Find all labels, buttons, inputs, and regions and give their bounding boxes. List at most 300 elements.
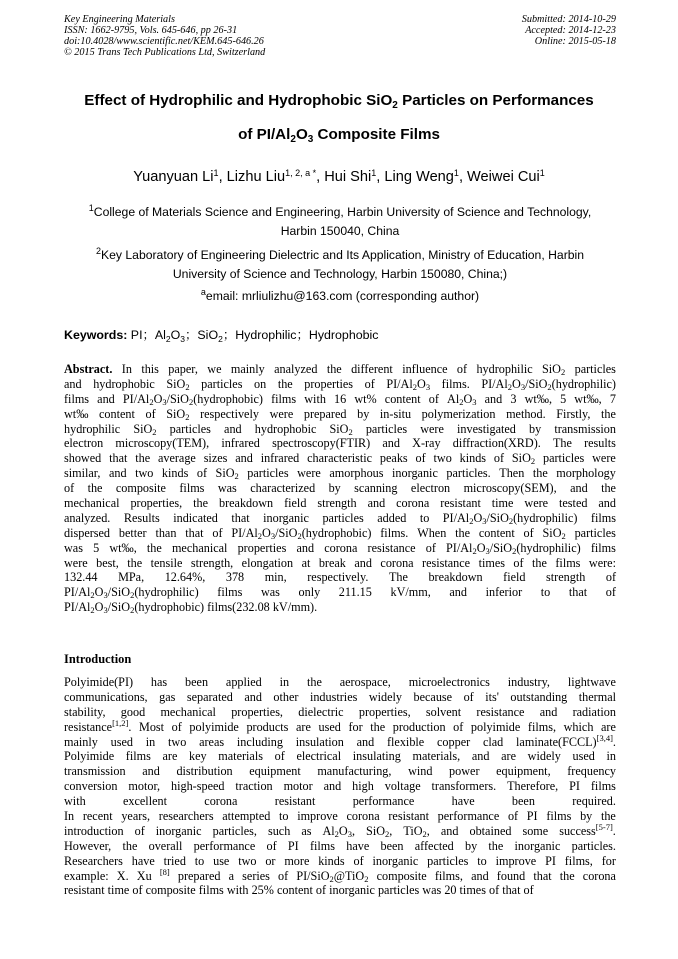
word: (hydrophilic)	[513, 510, 578, 525]
word: /SiO	[107, 585, 131, 600]
word-group	[324, 541, 357, 556]
word-group	[166, 407, 189, 422]
word: flexible	[386, 734, 425, 749]
word: performance	[352, 794, 415, 809]
word: including	[236, 734, 283, 749]
word: required.	[572, 794, 616, 809]
subscript: 3	[347, 828, 352, 839]
word: the	[146, 540, 162, 555]
subscript: 2	[547, 381, 552, 392]
word: better	[118, 525, 147, 540]
word-group	[506, 407, 546, 422]
word: PI	[526, 809, 538, 824]
author-affiliation-marker: 1	[539, 168, 545, 178]
word-group	[242, 556, 293, 571]
word: of	[507, 809, 519, 824]
word: stability,	[64, 704, 106, 719]
word-group	[327, 362, 342, 377]
word: mechanical	[64, 496, 120, 511]
word-group	[273, 600, 317, 615]
word-group	[172, 541, 228, 556]
word: SiO	[133, 421, 153, 436]
word: @TiO	[333, 868, 365, 883]
word-group	[64, 717, 132, 735]
title-subscript: 2	[392, 100, 398, 111]
text-line	[64, 839, 616, 854]
word: kinds	[318, 853, 345, 868]
word: wt‰,	[109, 540, 137, 555]
word: and	[471, 749, 490, 764]
word: a	[228, 868, 235, 883]
word: by	[529, 421, 542, 436]
word-group	[64, 854, 123, 869]
affiliation-text: Key Laboratory of Engineering Dielectric and Its Application, Ministry of Education, Harbin	[101, 248, 585, 262]
text-line	[64, 496, 616, 511]
word: O	[512, 376, 521, 391]
word: and	[440, 823, 459, 838]
word: respectively.	[307, 570, 369, 585]
word: thermal	[578, 689, 616, 704]
word-group	[231, 511, 249, 526]
word: radiation	[572, 704, 616, 719]
word: particles	[427, 853, 469, 868]
word-group	[564, 720, 594, 735]
keywords	[64, 325, 378, 343]
word-group	[64, 422, 120, 437]
word-group	[64, 839, 111, 854]
word-group	[288, 839, 299, 854]
word-group	[204, 794, 237, 809]
word-group	[485, 690, 499, 705]
word-group	[64, 690, 148, 705]
word-group	[340, 675, 391, 690]
text-line	[64, 883, 616, 898]
word-group	[329, 422, 352, 437]
word-group	[515, 839, 561, 854]
text-line	[64, 764, 616, 779]
word: wt‰	[64, 406, 89, 421]
word: to	[194, 853, 205, 868]
word-group	[380, 407, 411, 422]
word-group	[284, 496, 306, 511]
word-group	[119, 526, 147, 541]
word: transformers.	[431, 779, 497, 794]
word: its'	[485, 689, 499, 704]
word: in-situ	[379, 406, 412, 421]
subscript: 2	[185, 381, 190, 392]
word: of	[493, 451, 505, 466]
word: of	[171, 719, 182, 734]
word: ,	[426, 823, 430, 838]
word-group	[199, 735, 224, 750]
word-group	[147, 541, 162, 556]
word: high	[352, 779, 374, 794]
word: the	[600, 809, 616, 824]
word: key	[189, 749, 207, 764]
word-group	[422, 556, 470, 571]
word-group	[443, 511, 578, 526]
word: corona	[582, 868, 616, 883]
word: However,	[64, 838, 112, 853]
word: of	[456, 362, 468, 376]
word-group	[108, 883, 133, 898]
word: 5	[93, 540, 100, 555]
word: in	[145, 734, 156, 749]
word: films	[271, 391, 297, 406]
word: time	[491, 496, 514, 511]
word-group	[541, 585, 550, 600]
word: (hydrophobic)	[193, 391, 263, 406]
word: introduction	[64, 823, 124, 838]
word: times	[478, 555, 505, 570]
word-group	[235, 779, 272, 794]
word-group	[598, 496, 616, 511]
word: PI/SiO	[296, 868, 330, 883]
affiliation-1	[64, 203, 616, 241]
word-group	[170, 422, 211, 437]
word-group	[64, 436, 103, 451]
word: high-speed	[171, 779, 225, 794]
word-group	[471, 720, 520, 735]
word-group	[274, 362, 317, 377]
word: resistant	[274, 794, 316, 809]
word-group	[580, 809, 592, 824]
word-group	[426, 541, 436, 556]
word-group	[297, 466, 321, 481]
subscript: 2	[257, 530, 263, 541]
word: have	[451, 794, 475, 809]
word-group	[317, 496, 356, 511]
word: inorganic	[155, 823, 202, 838]
word: dispersed	[64, 525, 111, 540]
word-group	[524, 883, 534, 898]
word-group	[160, 705, 216, 720]
word: to	[540, 585, 551, 600]
word-group	[543, 451, 584, 466]
word-group	[346, 839, 369, 854]
word: different	[351, 362, 393, 376]
word-group	[268, 824, 290, 839]
word-group	[583, 869, 616, 884]
text-line	[64, 436, 616, 451]
word-group	[532, 556, 547, 571]
journal-copyright: © 2015 Trans Tech Publications Ltd, Switzerland	[64, 47, 266, 58]
word-group	[322, 511, 363, 526]
word: the	[193, 496, 209, 511]
word: and	[449, 585, 467, 600]
word: min,	[264, 570, 287, 585]
word: attempted	[222, 809, 271, 824]
word-group	[316, 883, 329, 898]
word-group	[533, 466, 548, 481]
word: insulating	[352, 749, 401, 764]
word: SiO	[542, 525, 562, 540]
affiliation-text: Harbin 150040, China	[280, 224, 400, 238]
citation: [8]	[159, 866, 170, 877]
text-line	[64, 511, 616, 526]
word: average	[157, 451, 196, 466]
word-group	[64, 735, 98, 750]
word: good	[120, 704, 146, 719]
word-group	[417, 526, 446, 541]
text-line	[64, 809, 616, 824]
text-line	[64, 749, 616, 764]
word: the	[135, 451, 151, 466]
author-affiliation-marker: 1	[213, 168, 219, 178]
word: films(232.08	[207, 600, 270, 615]
word: by	[328, 481, 341, 496]
subscript: 2	[130, 590, 135, 601]
text-line	[64, 392, 616, 407]
word: dielectric	[298, 704, 344, 719]
word: paper,	[168, 362, 198, 376]
accepted-date: Accepted: 2014-12-23	[525, 25, 616, 36]
word-group	[584, 436, 616, 451]
word-group	[528, 720, 556, 735]
word-group	[64, 407, 88, 422]
word: and	[296, 540, 315, 555]
word-group	[387, 735, 424, 750]
word-group	[307, 675, 322, 690]
word: overall	[148, 838, 183, 853]
word: production	[392, 719, 446, 734]
word: by	[580, 809, 593, 824]
word: PI	[545, 853, 556, 868]
word-group	[357, 735, 375, 750]
word-group	[64, 600, 207, 615]
word: SiO	[166, 376, 186, 391]
word: (hydrophobic)	[301, 525, 372, 540]
word-group	[226, 570, 244, 585]
word-group	[64, 809, 74, 824]
subscript: 2	[412, 381, 417, 392]
word-group	[442, 377, 470, 392]
word: of	[145, 406, 156, 421]
word-group	[173, 511, 218, 526]
word: best,	[96, 555, 119, 570]
word-group	[527, 809, 538, 824]
word: and	[224, 421, 242, 436]
word-group	[420, 511, 429, 526]
word: films	[546, 809, 572, 824]
word-group	[386, 377, 430, 392]
word-group	[380, 451, 408, 466]
word: and	[244, 689, 262, 704]
word: method.	[506, 406, 546, 421]
text-line	[64, 407, 616, 422]
word: prepared	[303, 406, 347, 421]
word: and	[64, 376, 82, 391]
word-group	[380, 526, 408, 541]
subscript: 2	[508, 515, 514, 526]
word-group	[146, 735, 155, 750]
word: improve	[495, 853, 537, 868]
word-group	[162, 466, 188, 481]
word: that	[533, 868, 552, 883]
subscript: 3	[103, 605, 108, 616]
word-group	[499, 466, 524, 481]
word: other	[273, 689, 299, 704]
word-group	[460, 883, 489, 898]
author-separator: ,	[218, 169, 227, 185]
word: the	[532, 466, 548, 481]
word: excellent	[122, 794, 167, 809]
word-group	[435, 869, 463, 884]
word: affected	[414, 838, 454, 853]
text-line	[64, 451, 616, 466]
subscript: 2	[507, 381, 512, 392]
word-group	[265, 570, 287, 585]
word-group	[426, 705, 461, 720]
text-line	[64, 821, 616, 839]
word: kV/mm,	[390, 585, 431, 600]
word: mechanical	[171, 540, 228, 555]
title-text: of PI/Al	[238, 126, 291, 143]
word: that	[109, 451, 128, 466]
word-group	[365, 377, 375, 392]
word-group	[512, 794, 535, 809]
word: at	[301, 555, 311, 570]
subscript: 2	[130, 605, 135, 616]
word-group	[64, 779, 117, 794]
subscript: 3	[472, 396, 477, 407]
word-group	[64, 794, 86, 809]
word: PI/Al	[386, 376, 413, 391]
word-group	[559, 496, 587, 511]
word-group	[591, 511, 616, 526]
word-group	[524, 526, 534, 541]
word-group	[368, 496, 386, 511]
word: PI/Al	[481, 376, 508, 391]
word: 25%	[251, 883, 274, 898]
word: inorganic	[514, 838, 561, 853]
word: /SiO	[489, 540, 513, 555]
word: O	[153, 391, 163, 406]
word: In	[64, 809, 75, 824]
word: for	[348, 719, 363, 734]
word-group	[477, 854, 486, 869]
word-group	[428, 570, 482, 585]
word-group	[64, 362, 112, 377]
word-group	[485, 392, 503, 407]
word-group	[194, 839, 256, 854]
word-group	[366, 824, 392, 839]
word-group	[218, 481, 237, 496]
word-group	[231, 362, 265, 377]
word: transmission	[554, 421, 616, 436]
word: on	[254, 376, 267, 391]
word-group	[319, 720, 341, 735]
subscript: 2	[90, 590, 95, 601]
word: SiO	[166, 406, 186, 421]
word-group	[132, 854, 155, 869]
word-group	[469, 824, 511, 839]
word: films	[217, 585, 243, 600]
word-group	[252, 883, 277, 898]
word-group	[275, 749, 285, 764]
text-line	[64, 585, 616, 600]
word-group	[339, 585, 372, 600]
word: SiO	[215, 466, 235, 481]
word: two	[135, 466, 154, 481]
word-group	[88, 481, 103, 496]
word: 132.44	[64, 570, 98, 585]
word: of	[274, 749, 285, 764]
word-group	[224, 422, 242, 437]
affiliation-text: University of Science and Technology, Harbin 150080, China;)	[172, 267, 508, 281]
subscript: 3	[270, 530, 276, 541]
word: Researchers	[64, 853, 123, 868]
word-group	[193, 496, 208, 511]
word: and	[142, 764, 160, 779]
word: the	[370, 719, 386, 734]
word-group	[244, 690, 262, 705]
word: this	[141, 362, 159, 376]
word-group	[602, 854, 616, 869]
word: morphology	[556, 466, 616, 481]
subscript: 2	[185, 411, 190, 422]
word-group	[158, 451, 196, 466]
word: of	[212, 525, 223, 540]
word-group	[237, 735, 283, 750]
word-group	[213, 824, 257, 839]
subscript: 3	[520, 381, 526, 392]
word-group	[199, 883, 227, 898]
word-group	[176, 764, 232, 779]
word: transmission	[64, 764, 126, 779]
word-group	[231, 526, 371, 541]
word: particles	[574, 525, 616, 540]
word: were	[64, 555, 88, 570]
word: /SiO	[275, 525, 298, 540]
word-group	[455, 526, 470, 541]
word-group	[64, 764, 126, 779]
word-group	[366, 422, 407, 437]
word-group	[266, 839, 276, 854]
word: particles	[247, 466, 289, 481]
word-group	[471, 869, 489, 884]
word: in	[279, 675, 290, 689]
text-line	[64, 732, 616, 750]
word: strength	[546, 570, 586, 585]
word-group	[247, 466, 288, 481]
word-group	[64, 377, 82, 392]
word: films	[64, 391, 90, 406]
word: of	[489, 883, 500, 898]
word-group	[135, 466, 153, 481]
word-group	[348, 720, 362, 735]
word-group	[151, 556, 183, 571]
word-group	[496, 764, 551, 779]
word: content	[384, 391, 421, 406]
word-group	[560, 392, 566, 407]
word-group	[96, 556, 119, 571]
word: kinds	[161, 466, 189, 481]
word-group	[64, 883, 108, 898]
word-group	[219, 496, 273, 511]
word-group	[139, 720, 164, 735]
word-group	[265, 854, 275, 869]
word: SiO	[329, 421, 349, 436]
word: motor,	[128, 779, 161, 794]
word-group	[575, 362, 616, 377]
word-group	[213, 854, 229, 869]
word: separated	[186, 689, 233, 704]
word: added	[377, 510, 407, 525]
word-group	[135, 451, 150, 466]
word-group	[115, 436, 209, 451]
word: resistance	[367, 540, 416, 555]
